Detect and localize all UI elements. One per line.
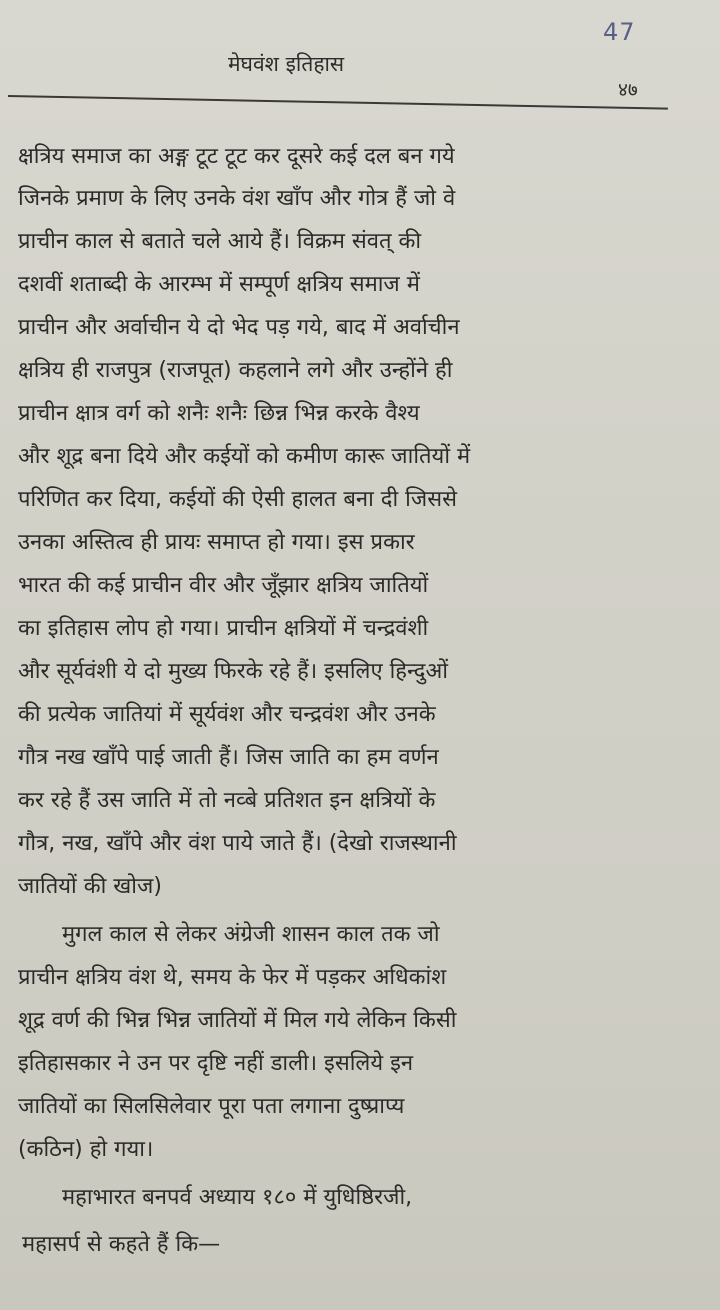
- text-line: क्षत्रिय समाज का अङ्ग टूट टूट कर दूसरे कई दल बन गये: [18, 144, 455, 169]
- text-line: प्राचीन क्षत्रिय वंश थे, समय के फेर में पड़कर अधिकांश: [18, 965, 447, 990]
- text-line: मुगल काल से लेकर अंग्रेजी शासन काल तक जो: [62, 922, 440, 947]
- text-line: जिनके प्रमाण के लिए उनके वंश खाँप और गोत्र हैं जो वे: [18, 186, 456, 211]
- handwritten-page-number: 47: [603, 18, 636, 46]
- text-line: क्षत्रिय ही राजपुत्र (राजपूत) कहलाने लगे और उन्होंने ही: [18, 358, 453, 383]
- text-line: इतिहासकार ने उन पर दृष्टि नहीं डाली। इसलिये इन: [18, 1051, 414, 1076]
- text-line: गौत्र नख खाँपे पाई जाती हैं। जिस जाति का हम वर्णन: [18, 745, 439, 770]
- text-line: प्राचीन काल से बताते चले आये हैं। विक्रम संवत् की: [18, 229, 422, 254]
- text-line: प्राचीन और अर्वाचीन ये दो भेद पड़ गये, बाद में अर्वाचीन: [18, 315, 460, 340]
- text-line: उनका अस्तित्व ही प्रायः समाप्त हो गया। इस प्रकार: [18, 530, 415, 555]
- text-line: परिणित कर दिया, कईयों की ऐसी हालत बना दी जिससे: [18, 487, 457, 512]
- text-line: का इतिहास लोप हो गया। प्राचीन क्षत्रियों में चन्द्रवंशी: [18, 616, 429, 641]
- text-line: गौत्र, नख, खाँपे और वंश पाये जाते हैं। (देखो राजस्थानी: [18, 831, 457, 856]
- header-rule: [8, 95, 668, 110]
- text-line: महाभारत बनपर्व अध्याय १८० में युधिष्ठिरजी,: [62, 1185, 413, 1210]
- text-line: प्राचीन क्षात्र वर्ग को शनैः शनैः छिन्न भिन्न करके वैश्य: [18, 401, 420, 426]
- text-line: जातियों की खोज): [18, 874, 162, 899]
- text-line: की प्रत्येक जातियां में सूर्यवंश और चन्द्रवंश और उनके: [18, 702, 436, 727]
- text-line: शूद्र वर्ण की भिन्न भिन्न जातियों में मिल गये लेकिन किसी: [18, 1008, 457, 1033]
- text-line: और शूद्र बना दिये और कईयों को कमीण कारू जातियों में: [18, 444, 471, 469]
- text-line: और सूर्यवंशी ये दो मुख्य फिरके रहे हैं। इसलिए हिन्दुओं: [18, 659, 448, 684]
- text-line: महासर्प से कहते हैं कि—: [22, 1232, 221, 1257]
- text-line: कर रहे हैं उस जाति में तो नव्बे प्रतिशत इन क्षत्रियों के: [18, 788, 436, 813]
- printed-page-number: ४७: [618, 79, 638, 101]
- text-line: दशवीं शताब्दी के आरम्भ में सम्पूर्ण क्षत्रिय समाज में: [18, 272, 420, 297]
- text-line: जातियों का सिलसिलेवार पूरा पता लगाना दुष्प्राप्य: [18, 1094, 405, 1119]
- text-line: (कठिन) हो गया।: [18, 1137, 154, 1162]
- running-header: मेघवंश इतिहास: [228, 52, 345, 76]
- text-line: भारत की कई प्राचीन वीर और जूँझार क्षत्रिय जातियों: [18, 573, 429, 598]
